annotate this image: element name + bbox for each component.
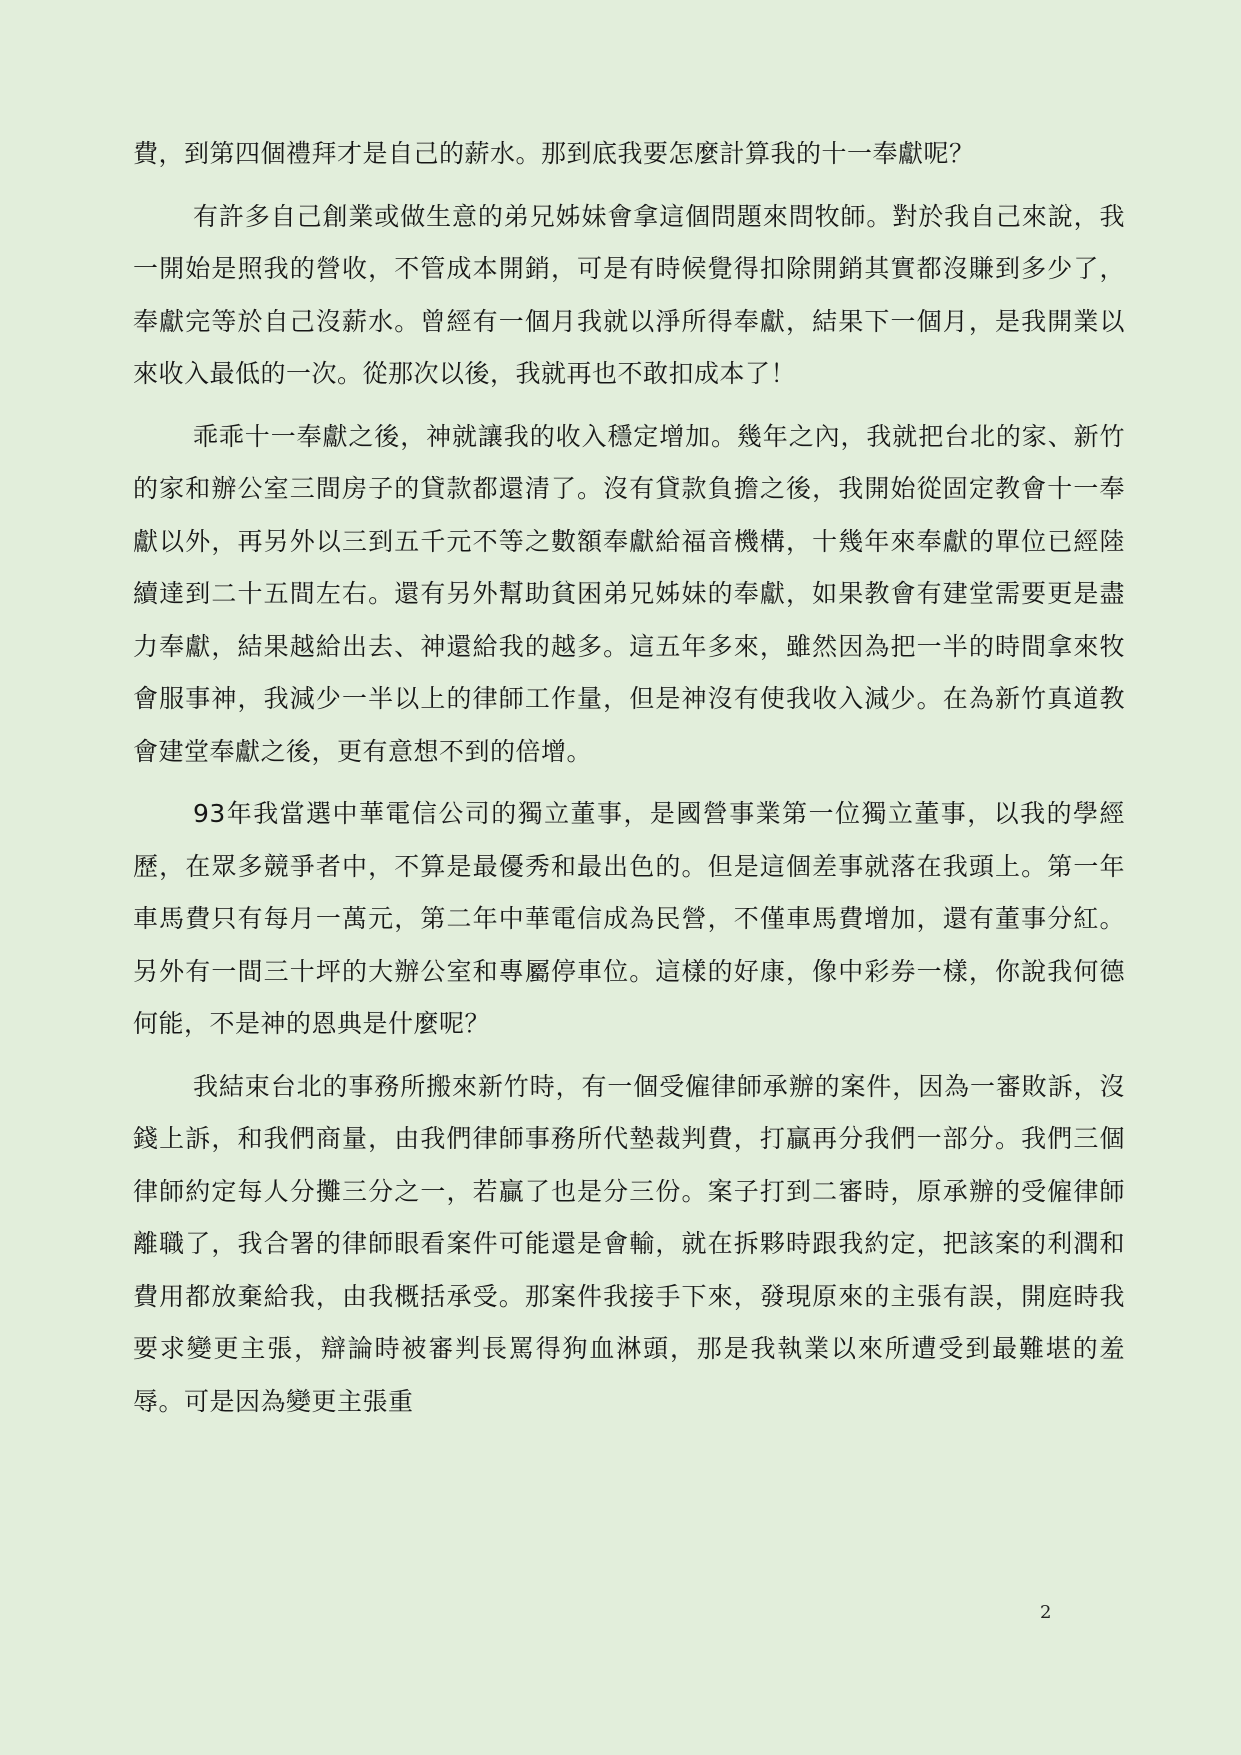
paragraph-income-increase: 乖乖十一奉獻之後，神就讓我的收入穩定增加。幾年之內，我就把台北的家、新竹的家和辦公室三間房子的貸款都還清了。沒有貸款負擔之後，我開始從固定教會十一奉獻以外，再另外以三到五千元不等之數額奉獻給福音機構，十幾年來奉獻的單位已經陸續達到二十五間左右。還有另外幫助貧困弟兄姊妹的奉獻，如果教會有建堂需要更是盡力奉獻，結果越給出去、神還給我的越多。這五年多來，雖然因為把一半的時間拿來牧會服事神，我減少一半以上的律師工作量，但是神沒有使我收入減少。在為新竹真道教會建堂奉獻之後，更有意想不到的倍增。 (133, 421, 1125, 766)
body-text (133, 128, 1125, 1428)
page-number: 2 (1040, 1602, 1052, 1623)
paragraph-continuation: 費，到第四個禮拜才是自己的薪水。那到底我要怎麼計算我的十一奉獻呢？ (133, 139, 975, 168)
paragraph-board-director: 93年我當選中華電信公司的獨立董事，是國營事業第一位獨立董事，以我的學經歷，在眾多競爭者中，不算是最優秀和最出色的。但是這個差事就落在我頭上。第一年車馬費只有每月一萬元，第二年中華電信成為民營，不僅車馬費增加，還有董事分紅。另外有一間三十坪的大辦公室和專屬停車位。這樣的好康，像中彩券一樣，你說我何德何能，不是神的恩典是什麼呢？ (133, 799, 1125, 1038)
paragraph-tithe-question: 有許多自己創業或做生意的弟兄姊妹會拿這個問題來問牧師。對於我自己來說，我一開始是照我的營收，不管成本開銷，可是有時候覺得扣除開銷其實都沒賺到多少了，奉獻完等於自己沒薪水。曾經有一個月我就以淨所得奉獻，結果下一個月，是我開業以來收入最低的一次。從那次以後，我就再也不敢扣成本了！ (133, 201, 1125, 388)
paragraph-court-case: 我結束台北的事務所搬來新竹時，有一個受僱律師承辦的案件，因為一審敗訴，沒錢上訴，和我們商量，由我們律師事務所代墊裁判費，打贏再分我們一部分。我們三個律師約定每人分攤三分之一，若贏了也是分三份。案子打到二審時，原承辦的受僱律師離職了，我合署的律師眼看案件可能還是會輸，就在拆夥時跟我約定，把該案的利潤和費用都放棄給我，由我概括承受。那案件我接手下來，發現原來的主張有誤，開庭時我要求變更主張，辯論時被審判長罵得狗血淋頭，那是我執業以來所遭受到最難堪的羞辱。可是因為變更主張重 (133, 1071, 1125, 1416)
